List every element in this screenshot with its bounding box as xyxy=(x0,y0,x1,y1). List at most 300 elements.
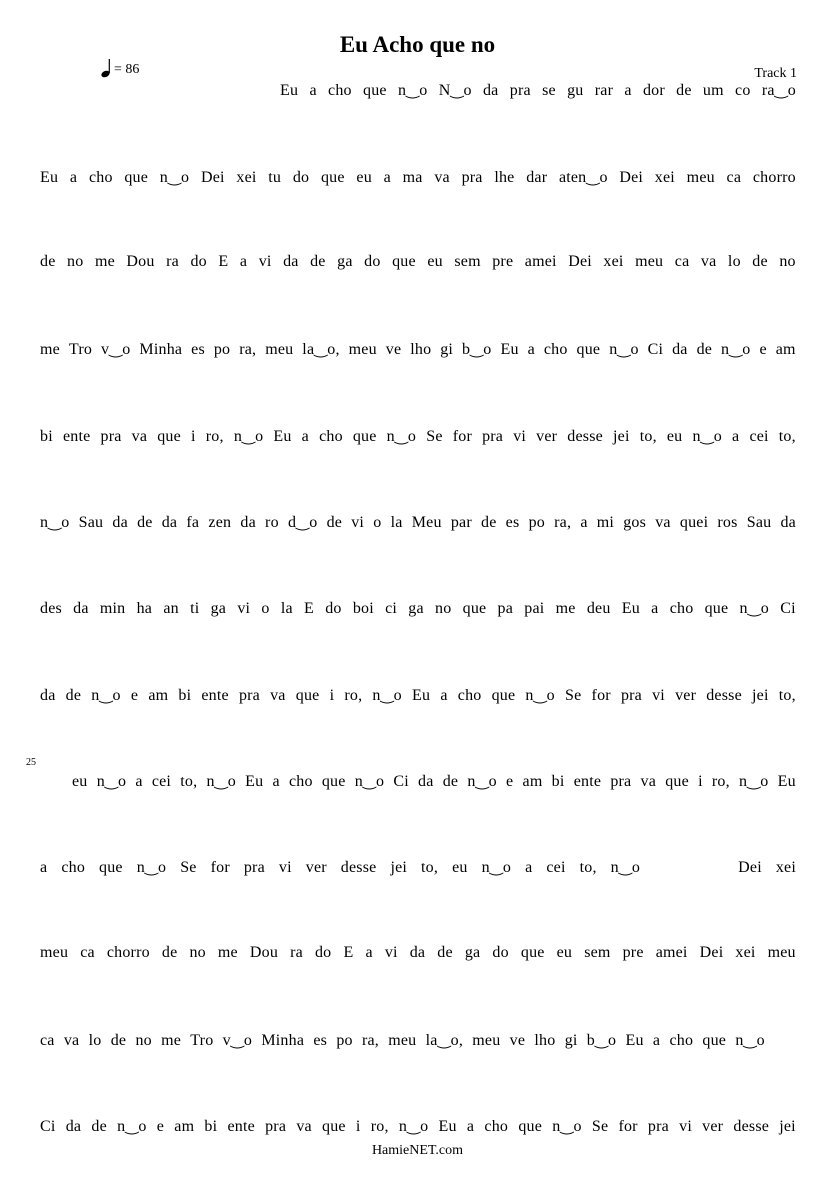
lyric-syllable: me xyxy=(161,1032,182,1049)
lyric-syllable: po xyxy=(528,514,545,531)
lyric-syllable: no xyxy=(189,944,206,961)
lyric-syllable: a xyxy=(383,169,391,186)
lyric-syllable: ci xyxy=(385,600,398,617)
lyric-syllable: xei xyxy=(236,169,257,186)
lyric-syllable: n‿o xyxy=(386,428,417,445)
lyric-syllable: Tro xyxy=(190,1032,214,1049)
quarter-note-icon xyxy=(101,58,112,78)
lyric-syllable: Dei xyxy=(200,169,225,186)
lyric-syllable: eu xyxy=(556,944,573,961)
lyric-syllable: i xyxy=(191,428,196,445)
lyric-syllable: i xyxy=(329,687,335,704)
lyric-syllable: a xyxy=(652,1032,661,1049)
lyric-syllable: Sau xyxy=(78,514,104,531)
lyric-syllable: va xyxy=(434,169,450,186)
lyric-syllable: to, xyxy=(639,428,657,445)
lyric-syllable: a xyxy=(624,82,632,99)
lyric-syllable: ca xyxy=(726,169,742,186)
lyric-syllable: jei xyxy=(752,687,769,704)
lyric-syllable: Eu xyxy=(273,428,292,445)
lyric-syllable: Ci xyxy=(393,773,409,790)
lyric-syllable: de xyxy=(437,944,453,961)
lyric-syllable: ra xyxy=(290,944,303,961)
lyric-syllable: a xyxy=(651,600,659,617)
lyric-syllable: vi xyxy=(513,428,527,445)
lyric-syllable: a xyxy=(239,253,248,270)
lyric-syllable: bi xyxy=(178,687,192,704)
lyric-syllable: que xyxy=(124,169,149,186)
lyric-syllable: va xyxy=(640,773,657,790)
lyric-syllable: to, xyxy=(421,859,439,876)
lyric-syllable: v‿o xyxy=(222,1032,253,1049)
lyric-line xyxy=(40,512,796,536)
lyric-syllable: pra xyxy=(620,687,642,704)
lyric-syllable: Dou xyxy=(249,944,279,961)
lyric-syllable: la xyxy=(390,514,403,531)
lyric-syllable: que xyxy=(392,253,416,270)
lyric-syllable: de xyxy=(65,687,82,704)
lyric-syllable: ro, xyxy=(344,687,363,704)
lyric-syllable: a xyxy=(527,341,535,358)
lyric-syllable: to, xyxy=(778,687,796,704)
lyric-syllable: ro, xyxy=(711,773,730,790)
lyric-syllable: da xyxy=(672,341,688,358)
lyric-line xyxy=(40,857,796,881)
lyric-syllable: ma xyxy=(402,169,423,186)
lyric-syllable: lo xyxy=(727,253,741,270)
lyric-syllable: da xyxy=(240,514,256,531)
lyric-syllable: ro, xyxy=(205,428,224,445)
lyric-syllable: a xyxy=(580,514,588,531)
lyric-syllable: da xyxy=(161,514,178,531)
lyric-syllable: ra xyxy=(166,253,179,270)
lyric-syllable: Tro xyxy=(68,341,93,358)
lyric-syllable: ver xyxy=(675,687,697,704)
lyric-syllable: boi xyxy=(352,600,374,617)
lyric-syllable: de xyxy=(161,944,178,961)
lyric-syllable: ente xyxy=(227,1118,255,1135)
lyric-syllable: Ci xyxy=(780,600,796,617)
lyric-syllable: es xyxy=(313,1032,328,1049)
lyric-syllable: for xyxy=(210,859,230,876)
lyric-syllable: dar xyxy=(526,169,548,186)
lyric-syllable: n‿o xyxy=(481,859,512,876)
lyric-syllable: vi xyxy=(278,859,292,876)
lyric-syllable: Eu xyxy=(777,773,796,790)
lyric-syllable: am xyxy=(174,1118,195,1135)
lyric-syllable: n‿o xyxy=(398,1118,429,1135)
lyric-line xyxy=(280,80,796,104)
lyric-syllable: ha xyxy=(136,600,153,617)
lyric-syllable: am xyxy=(522,773,543,790)
lyric-syllable: de xyxy=(91,1118,107,1135)
lyric-syllable: n‿o xyxy=(372,687,402,704)
lyric-syllable: de xyxy=(40,253,56,270)
lyric-line xyxy=(72,771,796,795)
lyric-syllable: eu xyxy=(666,428,683,445)
lyric-line xyxy=(40,598,796,622)
lyric-syllable: Se xyxy=(591,1118,609,1135)
lyric-syllable: vi xyxy=(384,944,398,961)
lyric-syllable: pai xyxy=(524,600,545,617)
lyric-syllable: quei xyxy=(679,514,709,531)
lyric-syllable: n‿o xyxy=(721,341,751,358)
lyric-syllable: lho xyxy=(410,341,432,358)
lyric-syllable: n‿o xyxy=(609,341,639,358)
lyric-syllable: o xyxy=(373,514,382,531)
lyric-syllable: me xyxy=(555,600,576,617)
lyric-syllable: n‿o xyxy=(739,600,769,617)
lyric-syllable: n‿o xyxy=(397,82,428,99)
lyric-syllable: jei xyxy=(390,859,408,876)
lyric-syllable: Eu xyxy=(438,1118,457,1135)
lyric-syllable: to, xyxy=(778,428,796,445)
lyric-syllable: cho xyxy=(328,82,352,99)
lyric-syllable: no xyxy=(135,1032,152,1049)
lyric-syllable: cho xyxy=(88,169,113,186)
lyric-syllable: ente xyxy=(62,428,91,445)
lyric-syllable: que xyxy=(462,600,487,617)
footer-credit: HamieNET.com xyxy=(371,1143,464,1158)
lyric-syllable: i xyxy=(355,1118,361,1135)
lyric-syllable: a xyxy=(40,859,48,876)
lyric-syllable: cho xyxy=(319,428,343,445)
lyric-syllable: cho xyxy=(669,600,694,617)
lyric-syllable: jei xyxy=(613,428,630,445)
bar-number: 25 xyxy=(26,757,36,768)
lyric-syllable: cho xyxy=(484,1118,509,1135)
lyric-syllable: da xyxy=(40,687,56,704)
lyric-syllable: va xyxy=(655,514,671,531)
lyric-syllable: de xyxy=(326,514,343,531)
lyric-syllable: aten‿o xyxy=(558,169,608,186)
lyric-syllable: e xyxy=(156,1118,165,1135)
lyric-syllable: a xyxy=(301,428,309,445)
lyric-line xyxy=(40,1030,765,1054)
lyric-syllable: da xyxy=(283,253,299,270)
lyric-syllable: sem xyxy=(454,253,481,270)
lyric-syllable: que xyxy=(363,82,387,99)
lyric-syllable: meu xyxy=(767,944,796,961)
lyric-syllable: tu xyxy=(268,169,282,186)
lyric-syllable: do xyxy=(325,600,342,617)
lyric-syllable: sem xyxy=(584,944,611,961)
lyric-syllable: vi xyxy=(237,600,251,617)
lyric-syllable: n‿o xyxy=(91,687,121,704)
lyric-syllable: Se xyxy=(565,687,582,704)
lyric-syllable: n‿o xyxy=(552,1118,582,1135)
lyric-line xyxy=(40,426,796,450)
lyric-syllable: va xyxy=(131,428,148,445)
lyric-syllable: de xyxy=(696,341,713,358)
lyric-syllable: Dei xyxy=(568,253,592,270)
lyric-line xyxy=(40,339,796,363)
lyric-line xyxy=(40,944,796,968)
lyric-syllable: es xyxy=(191,341,205,358)
lyric-syllable: Sau xyxy=(746,514,772,531)
lyric-syllable: e xyxy=(759,341,767,358)
lyric-syllable: cho xyxy=(61,859,86,876)
lyric-syllable: n‿o xyxy=(40,514,70,531)
lyric-line xyxy=(40,253,796,277)
lyric-syllable: Eu xyxy=(412,687,431,704)
lyric-syllable: Meu xyxy=(411,514,442,531)
lyric-syllable: da xyxy=(65,1118,82,1135)
lyric-syllable: Eu xyxy=(625,1032,644,1049)
lyric-syllable: am xyxy=(148,687,169,704)
song-title: Eu Acho que no xyxy=(339,32,496,57)
lyric-syllable: bi xyxy=(551,773,565,790)
lyric-syllable: cho xyxy=(669,1032,694,1049)
lyric-syllable: des xyxy=(40,600,62,617)
lyric-syllable: xei xyxy=(775,859,796,876)
lyric-syllable: Eu xyxy=(40,169,59,186)
lyric-syllable: meu xyxy=(388,1032,417,1049)
lyric-syllable: ve xyxy=(385,341,402,358)
lyric-syllable: ra‿o xyxy=(761,82,796,99)
lyric-syllable: desse xyxy=(567,428,603,445)
lyric-syllable: eu xyxy=(72,773,88,790)
lyric-syllable: dor xyxy=(642,82,665,99)
lyric-syllable: mi xyxy=(596,514,615,531)
lyric-syllable: amei xyxy=(655,944,688,961)
lyric-syllable: Dei xyxy=(699,944,724,961)
lyric-syllable: a xyxy=(309,82,317,99)
lyric-syllable: deu xyxy=(586,600,611,617)
lyric-syllable: par xyxy=(450,514,472,531)
lyric-syllable: eu xyxy=(452,859,468,876)
lyric-syllable: Ci xyxy=(647,341,664,358)
lyric-syllable: a xyxy=(365,944,373,961)
lyric-syllable: Se xyxy=(180,859,197,876)
lyric-syllable: la xyxy=(280,600,293,617)
tempo-marking xyxy=(101,58,139,78)
lyric-syllable: Eu xyxy=(245,773,264,790)
lyric-syllable: ca xyxy=(674,253,690,270)
lyric-syllable: que xyxy=(320,169,345,186)
lyric-syllable: n‿o xyxy=(692,428,722,445)
lyric-syllable: d‿o xyxy=(287,514,318,531)
lyric-syllable: de xyxy=(481,514,497,531)
lyric-line xyxy=(40,685,796,709)
lyric-syllable: jei xyxy=(779,1118,796,1135)
lyric-syllable: pa xyxy=(497,600,514,617)
lyric-syllable: cei xyxy=(546,859,566,876)
lyric-syllable: a xyxy=(732,428,740,445)
lyric-syllable: da xyxy=(112,514,128,531)
lyric-syllable: co xyxy=(735,82,751,99)
lyric-syllable: xei xyxy=(735,944,756,961)
lyric-syllable: for xyxy=(452,428,472,445)
lyric-syllable: que xyxy=(321,773,346,790)
lyric-syllable: n‿o xyxy=(739,773,769,790)
lyric-syllable: Minha xyxy=(261,1032,305,1049)
lyric-syllable: da xyxy=(409,944,426,961)
lyric-syllable: desse xyxy=(706,687,742,704)
lyric-syllable: meu xyxy=(472,1032,501,1049)
lyric-syllable: que xyxy=(322,1118,346,1135)
lyric-syllable: de xyxy=(676,82,692,99)
lyric-syllable: que xyxy=(491,687,516,704)
lyric-syllable: xei xyxy=(603,253,624,270)
lyric-syllable: da xyxy=(780,514,796,531)
lyric-syllable: ver xyxy=(702,1118,724,1135)
lyric-syllable: ente xyxy=(201,687,229,704)
lyric-syllable: E xyxy=(343,944,354,961)
lyric-syllable: fa xyxy=(186,514,200,531)
lyric-syllable: Se xyxy=(426,428,443,445)
lyric-syllable: meu xyxy=(265,341,294,358)
lyric-syllable: rar xyxy=(594,82,614,99)
lyric-syllable: es xyxy=(505,514,520,531)
lyric-syllable: b‿o xyxy=(462,341,492,358)
lyric-syllable: a xyxy=(135,773,143,790)
lyric-syllable: vi xyxy=(351,514,365,531)
lyric-syllable: no xyxy=(779,253,796,270)
lyric-syllable: a xyxy=(272,773,280,790)
lyric-syllable: n‿o xyxy=(117,1118,147,1135)
lyric-syllable: n‿o xyxy=(233,428,264,445)
lyric-syllable: ca xyxy=(40,1032,55,1049)
lyric-syllable: ver xyxy=(536,428,558,445)
lyric-syllable: eu xyxy=(427,253,443,270)
lyric-syllable: ente xyxy=(573,773,602,790)
lyric-syllable: ga xyxy=(337,253,353,270)
lyric-syllable: ra, xyxy=(361,1032,379,1049)
lyric-syllable: pra xyxy=(509,82,531,99)
lyric-syllable: pre xyxy=(492,253,514,270)
lyric-syllable: gi xyxy=(440,341,454,358)
lyric-syllable: pra xyxy=(647,1118,669,1135)
lyric-syllable: que xyxy=(576,341,601,358)
lyric-syllable: da xyxy=(418,773,434,790)
lyric-syllable: pra xyxy=(238,687,260,704)
lyric-syllable: cho xyxy=(457,687,482,704)
lyric-syllable: E xyxy=(218,253,229,270)
tempo-value: = 86 xyxy=(114,62,140,77)
lyric-syllable: um xyxy=(702,82,724,99)
lyric-syllable: e xyxy=(130,687,139,704)
lyric-syllable: ve xyxy=(509,1032,526,1049)
lyric-syllable: Dei xyxy=(738,859,762,876)
lyric-syllable: va xyxy=(700,253,717,270)
lyric-syllable: de xyxy=(137,514,153,531)
lyric-syllable: que xyxy=(665,773,689,790)
lyric-syllable: ca xyxy=(80,944,95,961)
lyric-syllable: la‿o, xyxy=(302,341,340,358)
lyric-syllable: eu xyxy=(356,169,372,186)
lyric-syllable: meu xyxy=(635,253,664,270)
lyric-syllable: ga xyxy=(408,600,424,617)
lyric-syllable: ro, xyxy=(370,1118,389,1135)
lyric-syllable: n‿o xyxy=(467,773,497,790)
lyric-syllable: meu xyxy=(40,944,69,961)
lyric-syllable: do xyxy=(364,253,381,270)
lyric-syllable: ver xyxy=(305,859,327,876)
lyric-syllable: zen xyxy=(208,514,232,531)
lyric-syllable: cei xyxy=(749,428,769,445)
lyric-line xyxy=(40,1116,796,1140)
lyric-syllable: chorro xyxy=(752,169,796,186)
lyric-syllable: pra xyxy=(100,428,122,445)
lyric-syllable: ro xyxy=(265,514,279,531)
lyric-syllable: to, xyxy=(579,859,597,876)
lyric-syllable: n‿o xyxy=(96,773,127,790)
lyric-syllable: chorro xyxy=(106,944,150,961)
lyric-syllable: no xyxy=(435,600,452,617)
lyric-syllable: an xyxy=(163,600,179,617)
lyric-syllable: de xyxy=(310,253,326,270)
lyric-syllable: que xyxy=(99,859,123,876)
lyric-syllable: que xyxy=(704,600,729,617)
lyric-syllable: n‿o xyxy=(610,859,641,876)
lyric-syllable: que xyxy=(518,1118,543,1135)
lyric-syllable: n‿o xyxy=(136,859,167,876)
lyric-syllable: amei xyxy=(524,253,557,270)
lyric-syllable: o xyxy=(261,600,270,617)
lyric-syllable: for xyxy=(618,1118,638,1135)
lyric-syllable: gi xyxy=(564,1032,578,1049)
lyric-syllable: Eu xyxy=(280,82,299,99)
lyric-syllable: ros xyxy=(717,514,738,531)
lyric-syllable: e xyxy=(506,773,514,790)
lyric-syllable: am xyxy=(775,341,796,358)
lyric-syllable: desse xyxy=(340,859,377,876)
lyric-syllable: de xyxy=(110,1032,127,1049)
lyric-syllable: que xyxy=(295,687,320,704)
track-label: Track 1 xyxy=(754,66,797,81)
lyric-syllable: bi xyxy=(40,428,53,445)
lyric-syllable: v‿o xyxy=(101,341,131,358)
lyric-syllable: n‿o xyxy=(735,1032,765,1049)
lyric-syllable: meu xyxy=(348,341,377,358)
lyric-syllable: E xyxy=(304,600,314,617)
lyric-syllable: for xyxy=(591,687,611,704)
lyric-syllable: n‿o xyxy=(206,773,236,790)
lyric-syllable: ra, xyxy=(239,341,257,358)
lyric-syllable: da xyxy=(73,600,89,617)
lyric-syllable: que xyxy=(520,944,545,961)
lyric-syllable: me xyxy=(94,253,115,270)
lyric-syllable: Eu xyxy=(621,600,640,617)
lyric-syllable: b‿o xyxy=(586,1032,617,1049)
lyric-syllable: cho xyxy=(288,773,313,790)
lyric-syllable: ga xyxy=(464,944,481,961)
lyric-syllable: gu xyxy=(567,82,584,99)
lyric-syllable: lho xyxy=(534,1032,556,1049)
lyric-syllable: lo xyxy=(88,1032,102,1049)
lyric-syllable: pre xyxy=(622,944,644,961)
lyric-syllable: meu xyxy=(686,169,715,186)
lyric-syllable: va xyxy=(270,687,286,704)
lyric-syllable: pra xyxy=(243,859,265,876)
lyric-syllable: vi xyxy=(679,1118,692,1135)
lyric-syllable: a xyxy=(466,1118,475,1135)
lyric-syllable: ra, xyxy=(554,514,572,531)
lyric-syllable: min xyxy=(99,600,126,617)
lyric-syllable: la‿o, xyxy=(425,1032,464,1049)
lyric-syllable: po xyxy=(336,1032,353,1049)
lyric-syllable: de xyxy=(442,773,459,790)
lyric-syllable: me xyxy=(40,341,60,358)
lyric-syllable: vi xyxy=(258,253,272,270)
lyric-syllable: xei xyxy=(654,169,675,186)
lyric-line xyxy=(40,167,796,191)
lyric-syllable: que xyxy=(157,428,181,445)
lyric-syllable: que xyxy=(352,428,377,445)
lyric-syllable: bi xyxy=(204,1118,218,1135)
lyric-syllable: no xyxy=(67,253,84,270)
